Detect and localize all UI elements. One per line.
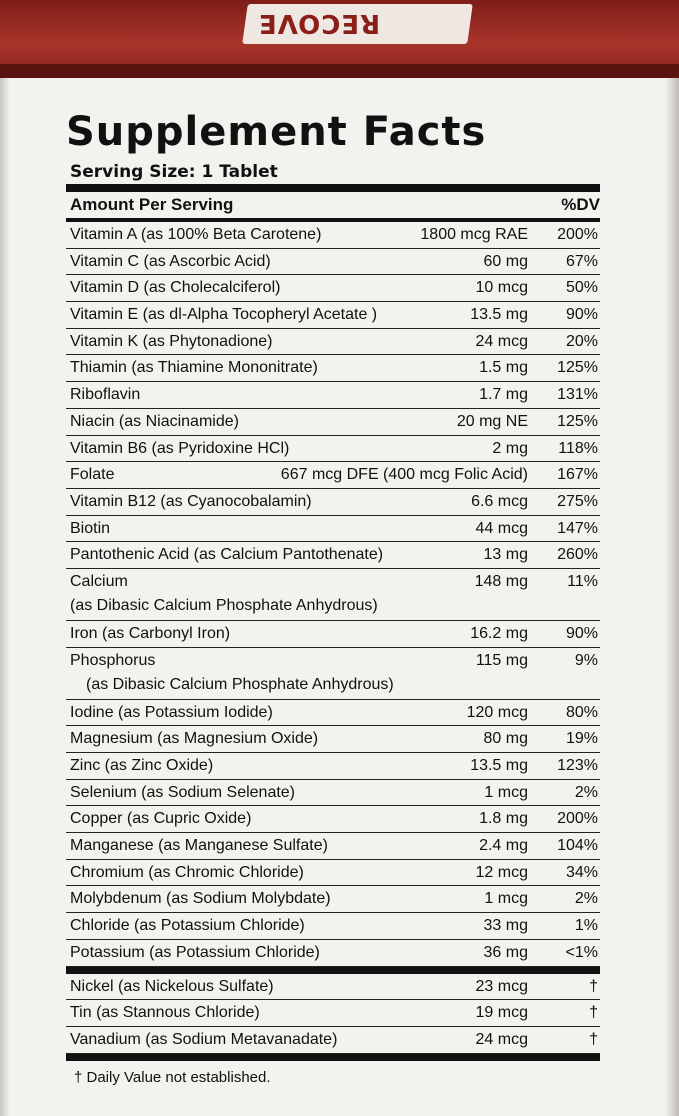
nutrient-row (66, 806, 600, 833)
nutrient-row (66, 621, 600, 648)
nutrient-source: (as Dibasic Calcium Phosphate Anhydrous) (86, 675, 394, 693)
nutrient-amount: 2 mg (492, 439, 528, 457)
nutrient-amount: 10 mcg (475, 279, 528, 297)
nutrient-row (66, 833, 600, 860)
nutrient-amount: 20 mg NE (456, 412, 528, 430)
nutrient-dv: 200% (557, 226, 598, 243)
nutrient-amount: 148 mg (474, 572, 528, 590)
nutrient-amount: 80 mg (483, 730, 528, 748)
nutrient-row (66, 569, 600, 621)
nutrient-row (66, 436, 600, 463)
nutrient-row (66, 329, 600, 356)
nutrient-dv: 1% (574, 917, 598, 935)
nutrient-row (66, 302, 600, 329)
nutrient-row (66, 542, 600, 569)
nutrient-name: Vitamin D (as Cholecalciferol) (70, 279, 281, 297)
nutrient-dv: 90% (565, 306, 598, 324)
nutrient-name: Vitamin A (as 100% Beta Carotene) (70, 226, 322, 243)
nutrient-row (66, 409, 600, 436)
nutrient-row (66, 222, 600, 249)
nutrient-amount: 120 mcg (466, 703, 528, 721)
nutrient-row (66, 913, 600, 940)
nutrient-name: Thiamin (as Thiamine Mononitrate) (70, 359, 318, 377)
dv-header: %DV (561, 195, 600, 214)
nutrient-amount: 24 mcg (475, 332, 528, 350)
panel-shadow-right (665, 78, 679, 1116)
nutrient-dv: 19% (565, 730, 598, 748)
nutrient-dv: 34% (565, 863, 598, 881)
nutrient-name: Iodine (as Potassium Iodide) (70, 703, 273, 721)
nutrient-dv: 275% (557, 492, 598, 510)
nutrient-amount: 12 mcg (475, 863, 528, 881)
nutrient-row (66, 886, 600, 913)
nutrient-amount: 19 mcg (475, 1004, 528, 1022)
nutrient-amount: 13.5 mg (470, 306, 528, 324)
nutrient-dv: 200% (557, 810, 598, 828)
nutrient-amount: 36 mg (483, 943, 528, 961)
nutrient-amount: 44 mcg (475, 519, 528, 537)
nutrient-row (66, 516, 600, 543)
amount-per-serving-header: Amount Per Serving (70, 195, 234, 214)
nutrient-name: Biotin (70, 519, 111, 537)
nutrient-amount: 1800 mcg RAE (420, 226, 528, 243)
nutrient-name: Tin (as Stannous Chloride) (70, 1004, 260, 1022)
nutrient-row (66, 249, 600, 276)
nutrient-name: Niacin (as Niacinamide) (70, 412, 239, 430)
brand-top-text: RECOVE (258, 8, 381, 38)
supplement-facts-panel (66, 104, 600, 1089)
section-separator (66, 967, 600, 974)
nutrient-name: Iron (as Carbonyl Iron) (70, 624, 231, 642)
nutrient-dv: 104% (557, 837, 598, 855)
nutrient-row (66, 489, 600, 516)
nutrient-row (66, 355, 600, 382)
facts-header-row (66, 192, 600, 222)
nutrient-source: (as Dibasic Calcium Phosphate Anhydrous) (70, 596, 378, 614)
nutrient-name: Vitamin K (as Phytonadione) (70, 332, 273, 350)
box-edge (0, 64, 679, 78)
facts-title: Supplement Facts (66, 109, 487, 155)
nutrient-row (66, 940, 600, 967)
bottom-rule (66, 1054, 600, 1061)
nutrient-name: Vitamin E (as dl-Alpha Tocopheryl Acetate ) (70, 306, 378, 324)
nutrient-amount: 24 mcg (475, 1030, 528, 1048)
nutrient-dv: 11% (567, 572, 598, 590)
nutrient-dv: 80% (565, 703, 598, 721)
nutrient-row (66, 382, 600, 409)
nutrient-name: Molybdenum (as Sodium Molybdate) (70, 890, 331, 908)
nutrient-dv: 90% (565, 624, 598, 642)
nutrient-row (66, 780, 600, 807)
nutrient-dv: 260% (557, 546, 598, 564)
thick-rule (66, 184, 600, 192)
nutrient-row (66, 726, 600, 753)
nutrient-amount: 115 mg (475, 651, 528, 669)
nutrient-name: Chromium (as Chromic Chloride) (70, 863, 304, 881)
nutrient-row (66, 974, 600, 1001)
serving-size: Serving Size: 1 Tablet (70, 162, 278, 182)
other-nutrient-list (66, 974, 600, 1054)
nutrient-dv: 125% (557, 412, 598, 430)
nutrient-dv: 118% (558, 439, 598, 457)
nutrient-dv: 167% (557, 466, 598, 484)
footnote: † Daily Value not established. (74, 1068, 271, 1086)
nutrient-dv: 2% (574, 783, 598, 801)
nutrient-name: Chloride (as Potassium Chloride) (70, 917, 305, 935)
nutrient-row (66, 1000, 600, 1027)
nutrient-amount: 16.2 mg (470, 624, 528, 642)
nutrient-name: Potassium (as Potassium Chloride) (70, 943, 320, 961)
nutrient-amount: 667 mcg DFE (400 mcg Folic Acid) (280, 466, 528, 484)
nutrient-amount: 13.5 mg (470, 757, 528, 774)
nutrient-amount: 23 mcg (475, 977, 528, 995)
nutrient-amount: 1 mcg (484, 783, 528, 801)
nutrient-row (66, 753, 600, 780)
nutrient-amount: 60 mg (483, 252, 528, 270)
nutrient-name: Manganese (as Manganese Sulfate) (70, 837, 328, 855)
nutrient-amount: 13 mg (483, 546, 528, 564)
box-top-flap (0, 0, 679, 78)
nutrient-row (66, 700, 600, 727)
nutrient-dv: 20% (565, 332, 598, 350)
nutrient-dv: 131% (557, 386, 598, 404)
nutrient-name: Calcium (70, 572, 128, 590)
nutrient-name: Selenium (as Sodium Selenate) (70, 783, 296, 801)
nutrient-row (66, 462, 600, 489)
nutrient-amount: 6.6 mcg (471, 492, 528, 510)
nutrient-list (66, 222, 600, 967)
nutrient-dv: 125% (557, 359, 598, 377)
nutrient-name: Zinc (as Zinc Oxide) (70, 757, 214, 774)
nutrient-name: Pantothenic Acid (as Calcium Pantothenate) (70, 546, 384, 564)
nutrient-dv: 9% (574, 651, 598, 669)
nutrient-dv: 2% (574, 890, 598, 908)
nutrient-row (66, 860, 600, 887)
nutrient-name: Copper (as Cupric Oxide) (70, 810, 252, 828)
nutrient-dv: † (589, 977, 598, 995)
nutrient-row (66, 275, 600, 302)
nutrient-name: Vitamin C (as Ascorbic Acid) (70, 252, 271, 270)
nutrient-name: Magnesium (as Magnesium Oxide) (70, 730, 319, 748)
nutrient-dv: † (589, 1004, 598, 1022)
nutrient-amount: 1.8 mg (479, 810, 528, 828)
panel-shadow-left (0, 78, 10, 1116)
nutrient-dv: 50% (565, 279, 598, 297)
nutrient-amount: 2.4 mg (479, 837, 528, 855)
nutrient-name: Riboflavin (70, 386, 141, 404)
nutrient-name: Vitamin B12 (as Cyanocobalamin) (70, 492, 312, 510)
nutrient-name: Phosphorus (70, 651, 156, 669)
nutrient-amount: 1.7 mg (479, 386, 528, 404)
nutrient-name: Vanadium (as Sodium Metavanadate) (70, 1030, 338, 1048)
nutrient-name: Folate (70, 466, 115, 484)
nutrient-name: Nickel (as Nickelous Sulfate) (70, 977, 274, 995)
nutrient-amount: 1 mcg (484, 890, 528, 908)
nutrient-amount: 1.5 mg (479, 359, 528, 377)
nutrient-amount: 33 mg (483, 917, 528, 935)
nutrient-name: Vitamin B6 (as Pyridoxine HCl) (70, 439, 290, 457)
nutrient-row (66, 1027, 600, 1054)
nutrient-dv: † (589, 1030, 598, 1048)
nutrient-dv: 147% (557, 519, 598, 537)
nutrient-dv: <1% (565, 943, 598, 961)
nutrient-dv: 67% (565, 252, 598, 270)
nutrient-row (66, 648, 600, 700)
nutrient-dv: 123% (557, 757, 598, 774)
